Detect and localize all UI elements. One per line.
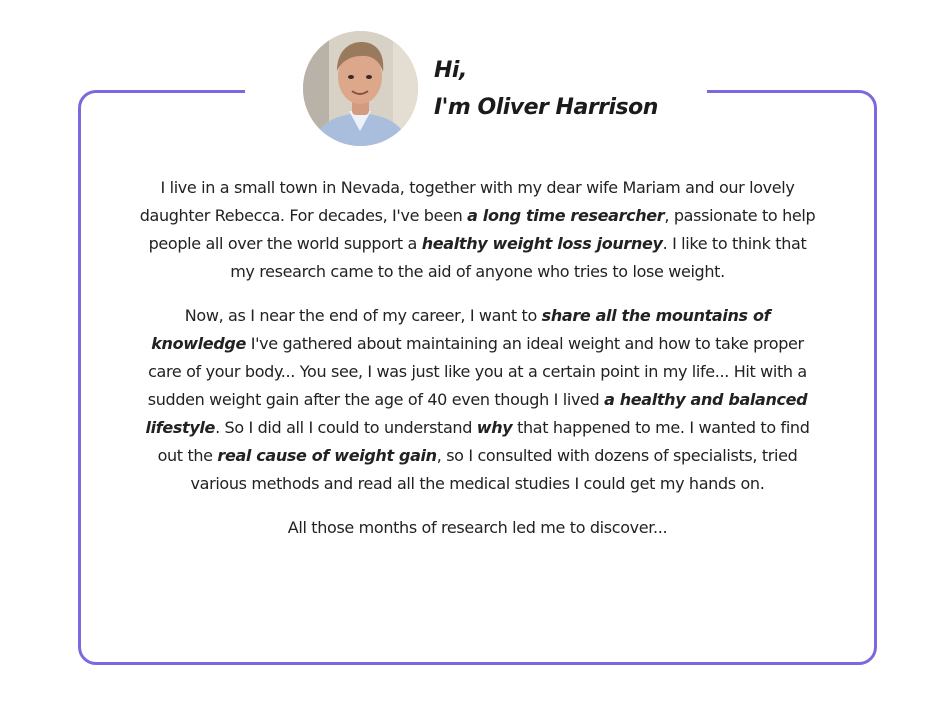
p2-text-4: that happened to me. I wanted to find out the <box>157 418 810 465</box>
author-photo-icon <box>303 31 418 146</box>
p2-text-1: Now, as I near the end of my career, I want to <box>184 306 542 325</box>
p1-emphasis-2: healthy weight loss journey <box>421 234 663 253</box>
p2-text-3: . So I did all I could to understand <box>215 418 477 437</box>
greeting-line-2: I'm Oliver Harrison <box>434 95 658 120</box>
story-paragraph-1 <box>136 174 819 286</box>
author-photo <box>303 31 418 146</box>
author-story <box>136 174 819 558</box>
p2-emphasis-4: real cause of weight gain <box>217 446 437 465</box>
p2-emphasis-3: why <box>476 418 513 437</box>
story-paragraph-3 <box>136 514 819 542</box>
p2-emphasis-2: a healthy and balanced lifestyle <box>145 390 808 437</box>
greeting-line-1: Hi, <box>434 58 467 83</box>
p1-emphasis-1: a long time researcher <box>467 206 665 225</box>
p1-text-3: . I like to think that my research came to the aid of anyone who tries to lose weight. <box>230 234 807 281</box>
author-greeting <box>434 52 658 126</box>
story-paragraph-2 <box>136 302 819 498</box>
p2-text-2: I've gathered about maintaining an ideal weight and how to take proper care of your body... You see, I was just like you at a certain point in my life... Hit with a sudden weight gain after the age of 40 even though I lived <box>147 334 807 409</box>
p1-text-2: , passionate to help people all over the world support a <box>148 206 816 253</box>
p2-emphasis-1: share all the mountains of knowledge <box>151 306 771 353</box>
p1-text-1: I live in a small town in Nevada, together with my dear wife Mariam and our lovely daughter Rebecca. For decades, I've been <box>139 178 795 225</box>
p3-text-1: All those months of research led me to discover... <box>287 518 668 537</box>
p2-text-5: , so I consulted with dozens of specialists, tried various methods and read all the medical studies I could get my hands on. <box>190 446 798 493</box>
